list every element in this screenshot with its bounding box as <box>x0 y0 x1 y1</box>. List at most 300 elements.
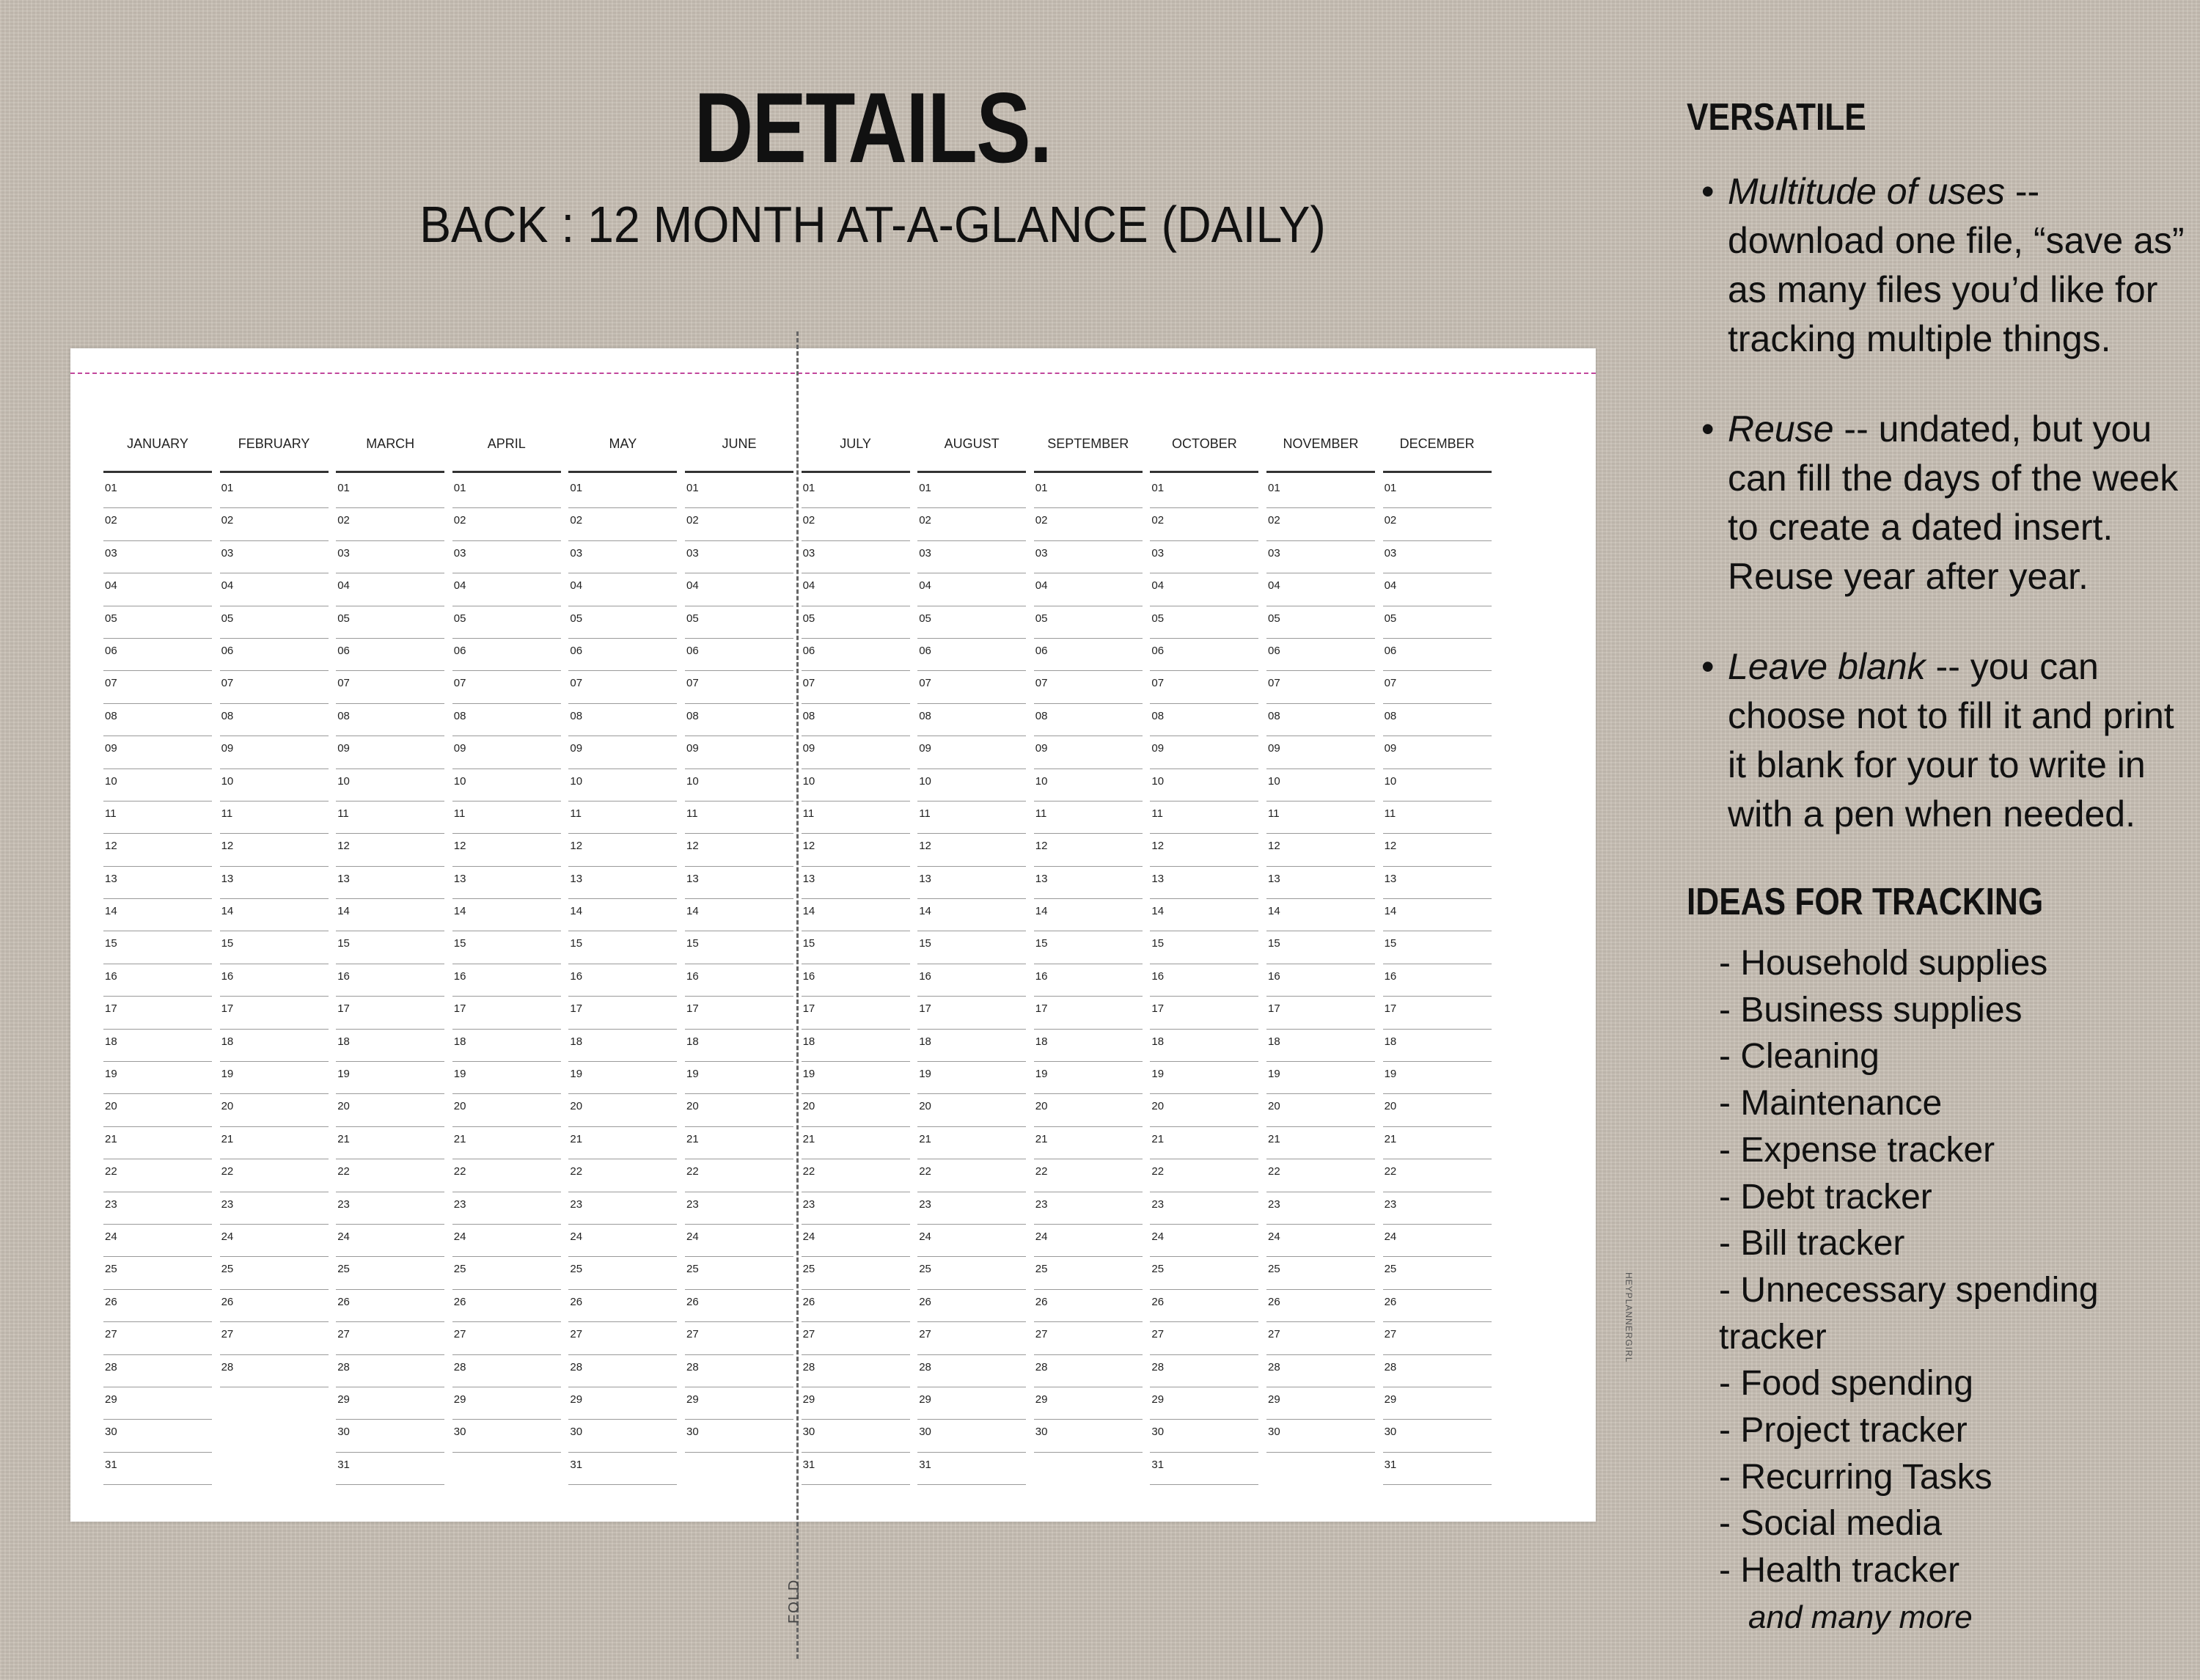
day-row: 26 <box>1266 1290 1375 1322</box>
day-row: 12 <box>1034 834 1143 866</box>
day-row: 25 <box>452 1257 561 1289</box>
day-row: 29 <box>452 1387 561 1420</box>
more-ideas-note: and many more <box>1748 1599 1973 1635</box>
day-row: 03 <box>1383 541 1492 573</box>
day-row: 05 <box>1383 606 1492 639</box>
month-header-rule <box>1034 471 1143 473</box>
day-row: 07 <box>336 671 444 703</box>
day-row: 25 <box>802 1257 910 1289</box>
day-row: 06 <box>802 639 910 671</box>
month-name: SEPTEMBER <box>1047 436 1129 451</box>
day-row: 31 <box>917 1453 1026 1485</box>
day-row: 30 <box>685 1420 793 1452</box>
day-row: 25 <box>336 1257 444 1289</box>
day-row: 27 <box>917 1322 1026 1354</box>
day-row: 23 <box>103 1192 212 1225</box>
day-row: 27 <box>336 1322 444 1354</box>
day-row: 24 <box>1034 1225 1143 1257</box>
day-row: 23 <box>452 1192 561 1225</box>
idea-item: - Project tracker <box>1719 1411 1968 1450</box>
day-row: 07 <box>220 671 329 703</box>
month-header-rule <box>917 471 1026 473</box>
day-row: 16 <box>917 964 1026 997</box>
day-row: 09 <box>685 736 793 769</box>
day-row: 29 <box>103 1387 212 1420</box>
bullet-icon: • <box>1701 646 1715 687</box>
month-name: FEBRUARY <box>238 436 310 451</box>
feature-text: -- you can choose not to fill it and print it blank for your to write in with a pen when needed. <box>1728 646 2174 835</box>
day-row: 01 <box>336 476 444 508</box>
month-header-rule <box>568 471 677 473</box>
day-row: 17 <box>452 997 561 1029</box>
idea-item: - Social media <box>1719 1504 1943 1544</box>
day-row: 04 <box>802 573 910 606</box>
day-row: 29 <box>802 1387 910 1420</box>
day-row: 02 <box>568 508 677 540</box>
day-row: 31 <box>103 1453 212 1485</box>
day-row: 28 <box>917 1355 1026 1387</box>
day-row: 18 <box>917 1030 1026 1062</box>
day-row: 10 <box>1383 769 1492 802</box>
day-list <box>452 476 561 1453</box>
day-row: 03 <box>1034 541 1143 573</box>
day-row: 30 <box>802 1420 910 1452</box>
day-row: 05 <box>802 606 910 639</box>
day-row: 27 <box>1383 1322 1492 1354</box>
month-header-rule <box>802 471 910 473</box>
day-list <box>103 476 212 1485</box>
day-row: 17 <box>568 997 677 1029</box>
day-row: 28 <box>802 1355 910 1387</box>
bullet-icon: • <box>1701 171 1715 212</box>
day-row: 14 <box>917 899 1026 931</box>
day-row: 24 <box>1266 1225 1375 1257</box>
day-row: 25 <box>1150 1257 1258 1289</box>
day-row: 25 <box>1266 1257 1375 1289</box>
day-row: 17 <box>336 997 444 1029</box>
day-row: 29 <box>685 1387 793 1420</box>
day-row: 23 <box>1034 1192 1143 1225</box>
day-row: 11 <box>452 802 561 834</box>
day-row: 01 <box>103 476 212 508</box>
day-row: 16 <box>685 964 793 997</box>
day-row: 24 <box>685 1225 793 1257</box>
day-row: 30 <box>1150 1420 1258 1452</box>
day-row: 30 <box>336 1420 444 1452</box>
day-row: 25 <box>568 1257 677 1289</box>
day-row: 30 <box>452 1420 561 1452</box>
day-row: 16 <box>336 964 444 997</box>
day-row: 04 <box>336 573 444 606</box>
day-row: 17 <box>103 997 212 1029</box>
day-row: 11 <box>1034 802 1143 834</box>
day-row: 07 <box>103 671 212 703</box>
day-row: 24 <box>103 1225 212 1257</box>
day-row: 18 <box>568 1030 677 1062</box>
day-row: 17 <box>220 997 329 1029</box>
day-row: 22 <box>452 1159 561 1192</box>
day-row: 09 <box>568 736 677 769</box>
day-row: 21 <box>802 1127 910 1159</box>
day-row: 13 <box>103 867 212 899</box>
day-row: 10 <box>336 769 444 802</box>
day-row: 19 <box>336 1062 444 1094</box>
day-row: 23 <box>1383 1192 1492 1225</box>
day-list <box>917 476 1026 1485</box>
day-row: 04 <box>220 573 329 606</box>
day-row: 26 <box>917 1290 1026 1322</box>
day-row: 26 <box>220 1290 329 1322</box>
day-row: 02 <box>103 508 212 540</box>
day-row: 25 <box>220 1257 329 1289</box>
day-row: 11 <box>1266 802 1375 834</box>
day-row: 30 <box>917 1420 1026 1452</box>
month-name: JULY <box>840 436 871 451</box>
day-row: 23 <box>1266 1192 1375 1225</box>
day-row: 05 <box>103 606 212 639</box>
day-row: 22 <box>1150 1159 1258 1192</box>
day-row: 08 <box>1383 704 1492 736</box>
day-row: 12 <box>802 834 910 866</box>
day-row: 15 <box>220 931 329 964</box>
day-row: 28 <box>1150 1355 1258 1387</box>
day-row: 26 <box>685 1290 793 1322</box>
day-row: 13 <box>452 867 561 899</box>
day-row: 14 <box>685 899 793 931</box>
day-row: 07 <box>452 671 561 703</box>
day-row: 30 <box>1266 1420 1375 1452</box>
day-row: 13 <box>336 867 444 899</box>
day-row: 22 <box>103 1159 212 1192</box>
day-row: 16 <box>220 964 329 997</box>
day-row: 02 <box>1266 508 1375 540</box>
feature-title: Leave blank <box>1728 646 1926 687</box>
day-row: 18 <box>802 1030 910 1062</box>
day-row: 05 <box>1034 606 1143 639</box>
day-row: 06 <box>452 639 561 671</box>
day-row: 19 <box>1034 1062 1143 1094</box>
day-row: 30 <box>1383 1420 1492 1452</box>
day-row: 17 <box>917 997 1026 1029</box>
day-row: 27 <box>802 1322 910 1354</box>
day-row: 09 <box>452 736 561 769</box>
day-row: 18 <box>1150 1030 1258 1062</box>
day-list <box>1150 476 1258 1485</box>
planner-sheet <box>70 348 1634 1522</box>
day-row: 15 <box>1034 931 1143 964</box>
day-row: 04 <box>452 573 561 606</box>
day-row: 02 <box>452 508 561 540</box>
day-list <box>685 476 793 1453</box>
day-row: 24 <box>802 1225 910 1257</box>
day-row: 06 <box>220 639 329 671</box>
day-row: 29 <box>1266 1387 1375 1420</box>
feature-title: Reuse <box>1728 408 1834 450</box>
day-row: 21 <box>336 1127 444 1159</box>
day-row: 19 <box>220 1062 329 1094</box>
day-row: 15 <box>452 931 561 964</box>
day-row: 02 <box>802 508 910 540</box>
day-row: 27 <box>1266 1322 1375 1354</box>
day-row: 24 <box>1150 1225 1258 1257</box>
day-row: 15 <box>917 931 1026 964</box>
day-row: 16 <box>1034 964 1143 997</box>
day-row: 05 <box>1266 606 1375 639</box>
day-row: 08 <box>336 704 444 736</box>
day-row: 03 <box>452 541 561 573</box>
day-row: 01 <box>917 476 1026 508</box>
day-row: 03 <box>336 541 444 573</box>
day-row: 12 <box>685 834 793 866</box>
day-row: 26 <box>568 1290 677 1322</box>
day-row: 15 <box>685 931 793 964</box>
day-row: 11 <box>568 802 677 834</box>
day-row: 09 <box>1034 736 1143 769</box>
day-row: 10 <box>917 769 1026 802</box>
day-row: 15 <box>103 931 212 964</box>
day-row: 23 <box>802 1192 910 1225</box>
day-row: 08 <box>220 704 329 736</box>
day-row: 19 <box>103 1062 212 1094</box>
day-row: 31 <box>1383 1453 1492 1485</box>
day-row: 14 <box>452 899 561 931</box>
day-row: 20 <box>1150 1094 1258 1126</box>
day-row: 21 <box>1034 1127 1143 1159</box>
feature-item <box>1687 642 2185 839</box>
day-row: 14 <box>568 899 677 931</box>
day-row: 28 <box>452 1355 561 1387</box>
day-row: 03 <box>1150 541 1258 573</box>
day-row: 08 <box>568 704 677 736</box>
day-row: 30 <box>103 1420 212 1452</box>
day-row: 22 <box>917 1159 1026 1192</box>
day-row: 24 <box>452 1225 561 1257</box>
day-row: 08 <box>802 704 910 736</box>
day-row: 13 <box>1034 867 1143 899</box>
feature-text: -- undated, but you can fill the days of the week to create a dated insert. Reuse year after year. <box>1728 408 2179 597</box>
day-row: 11 <box>220 802 329 834</box>
day-row: 12 <box>452 834 561 866</box>
day-row: 18 <box>1383 1030 1492 1062</box>
day-row: 24 <box>917 1225 1026 1257</box>
day-row: 12 <box>103 834 212 866</box>
day-row: 24 <box>336 1225 444 1257</box>
month-name: APRIL <box>487 436 526 451</box>
day-row: 13 <box>1150 867 1258 899</box>
day-row: 20 <box>336 1094 444 1126</box>
month-header-rule <box>1150 471 1258 473</box>
day-row: 12 <box>1383 834 1492 866</box>
day-row: 17 <box>1150 997 1258 1029</box>
day-row: 12 <box>1266 834 1375 866</box>
day-row: 26 <box>1383 1290 1492 1322</box>
day-row: 06 <box>103 639 212 671</box>
day-row: 04 <box>1266 573 1375 606</box>
day-row: 10 <box>568 769 677 802</box>
day-row: 18 <box>1034 1030 1143 1062</box>
day-row: 15 <box>336 931 444 964</box>
day-row: 28 <box>103 1355 212 1387</box>
day-row: 30 <box>568 1420 677 1452</box>
day-row: 16 <box>452 964 561 997</box>
day-row: 24 <box>220 1225 329 1257</box>
day-row: 05 <box>685 606 793 639</box>
day-row: 03 <box>802 541 910 573</box>
day-row: 21 <box>1266 1127 1375 1159</box>
day-row: 09 <box>1383 736 1492 769</box>
day-row: 22 <box>336 1159 444 1192</box>
day-row: 05 <box>568 606 677 639</box>
day-row: 28 <box>1383 1355 1492 1387</box>
day-row: 13 <box>802 867 910 899</box>
day-list <box>336 476 444 1485</box>
day-row: 03 <box>103 541 212 573</box>
day-row: 18 <box>103 1030 212 1062</box>
day-row: 26 <box>802 1290 910 1322</box>
day-row: 01 <box>568 476 677 508</box>
day-row: 11 <box>1383 802 1492 834</box>
day-row: 12 <box>336 834 444 866</box>
day-row: 20 <box>103 1094 212 1126</box>
day-row: 09 <box>336 736 444 769</box>
day-row: 27 <box>1150 1322 1258 1354</box>
day-row: 11 <box>802 802 910 834</box>
ideas-list <box>1687 940 2185 1594</box>
day-row: 15 <box>568 931 677 964</box>
month-header-rule <box>1266 471 1375 473</box>
day-row: 14 <box>1383 899 1492 931</box>
day-row: 19 <box>1150 1062 1258 1094</box>
day-row: 28 <box>568 1355 677 1387</box>
day-row: 05 <box>336 606 444 639</box>
day-row: 17 <box>1383 997 1492 1029</box>
day-row: 04 <box>568 573 677 606</box>
day-row: 13 <box>685 867 793 899</box>
month-header-rule <box>1383 471 1492 473</box>
day-row: 23 <box>685 1192 793 1225</box>
day-row: 01 <box>1266 476 1375 508</box>
day-row: 21 <box>1150 1127 1258 1159</box>
day-row: 03 <box>685 541 793 573</box>
day-row: 28 <box>1266 1355 1375 1387</box>
idea-item: - Household supplies <box>1719 944 2048 983</box>
day-row: 08 <box>1034 704 1143 736</box>
idea-item: - Unnecessary spending tracker <box>1719 1270 2099 1357</box>
month-name: JUNE <box>722 436 757 451</box>
day-row: 23 <box>336 1192 444 1225</box>
day-row: 25 <box>685 1257 793 1289</box>
day-row: 21 <box>103 1127 212 1159</box>
day-row: 28 <box>220 1355 329 1387</box>
day-row: 17 <box>802 997 910 1029</box>
idea-item: - Expense tracker <box>1719 1130 1995 1170</box>
day-row: 27 <box>1034 1322 1143 1354</box>
day-row: 07 <box>1383 671 1492 703</box>
day-row: 06 <box>917 639 1026 671</box>
day-list <box>1383 476 1492 1485</box>
day-row: 13 <box>220 867 329 899</box>
day-row: 10 <box>685 769 793 802</box>
day-row: 07 <box>1150 671 1258 703</box>
idea-item: - Debt tracker <box>1719 1177 1932 1217</box>
day-row: 27 <box>685 1322 793 1354</box>
day-row: 20 <box>1034 1094 1143 1126</box>
day-row: 06 <box>336 639 444 671</box>
day-row: 05 <box>452 606 561 639</box>
day-row: 16 <box>568 964 677 997</box>
day-row: 11 <box>103 802 212 834</box>
day-row: 08 <box>103 704 212 736</box>
day-row: 29 <box>336 1387 444 1420</box>
feature-list <box>1687 167 2185 839</box>
idea-item: - Business supplies <box>1719 990 2023 1030</box>
month-name: NOVEMBER <box>1283 436 1359 451</box>
day-row: 26 <box>452 1290 561 1322</box>
day-row: 06 <box>685 639 793 671</box>
day-row: 11 <box>685 802 793 834</box>
day-row: 21 <box>568 1127 677 1159</box>
day-row: 26 <box>1150 1290 1258 1322</box>
day-row: 02 <box>1034 508 1143 540</box>
day-row: 24 <box>1383 1225 1492 1257</box>
day-row: 20 <box>452 1094 561 1126</box>
day-row: 10 <box>103 769 212 802</box>
day-row: 27 <box>568 1322 677 1354</box>
idea-item: - Food spending <box>1719 1364 1973 1404</box>
day-row: 08 <box>917 704 1026 736</box>
day-row: 05 <box>220 606 329 639</box>
day-row: 10 <box>1266 769 1375 802</box>
day-row: 12 <box>917 834 1026 866</box>
day-row: 19 <box>802 1062 910 1094</box>
day-row: 19 <box>1266 1062 1375 1094</box>
day-row: 27 <box>452 1322 561 1354</box>
day-row: 02 <box>1150 508 1258 540</box>
sidebar <box>1687 95 2185 1640</box>
day-row: 13 <box>568 867 677 899</box>
day-row: 26 <box>336 1290 444 1322</box>
day-row: 29 <box>917 1387 1026 1420</box>
day-row: 02 <box>685 508 793 540</box>
day-row: 28 <box>1034 1355 1143 1387</box>
day-row: 01 <box>802 476 910 508</box>
day-row: 15 <box>1266 931 1375 964</box>
feature-item <box>1687 167 2185 364</box>
idea-item: - Maintenance <box>1719 1084 1943 1123</box>
day-row: 25 <box>1034 1257 1143 1289</box>
day-row: 08 <box>1266 704 1375 736</box>
day-row: 09 <box>103 736 212 769</box>
day-row: 16 <box>802 964 910 997</box>
day-row: 21 <box>1383 1127 1492 1159</box>
day-row: 14 <box>103 899 212 931</box>
day-row: 05 <box>917 606 1026 639</box>
day-row: 05 <box>1150 606 1258 639</box>
day-row: 02 <box>917 508 1026 540</box>
month-name: AUGUST <box>944 436 1000 451</box>
day-row: 20 <box>568 1094 677 1126</box>
day-row: 22 <box>568 1159 677 1192</box>
idea-item: - Bill tracker <box>1719 1224 1905 1263</box>
day-row: 29 <box>568 1387 677 1420</box>
day-row: 27 <box>220 1322 329 1354</box>
day-row: 09 <box>802 736 910 769</box>
day-row: 31 <box>568 1453 677 1485</box>
day-row: 04 <box>1383 573 1492 606</box>
day-row: 02 <box>220 508 329 540</box>
day-row: 14 <box>1034 899 1143 931</box>
day-row: 11 <box>336 802 444 834</box>
